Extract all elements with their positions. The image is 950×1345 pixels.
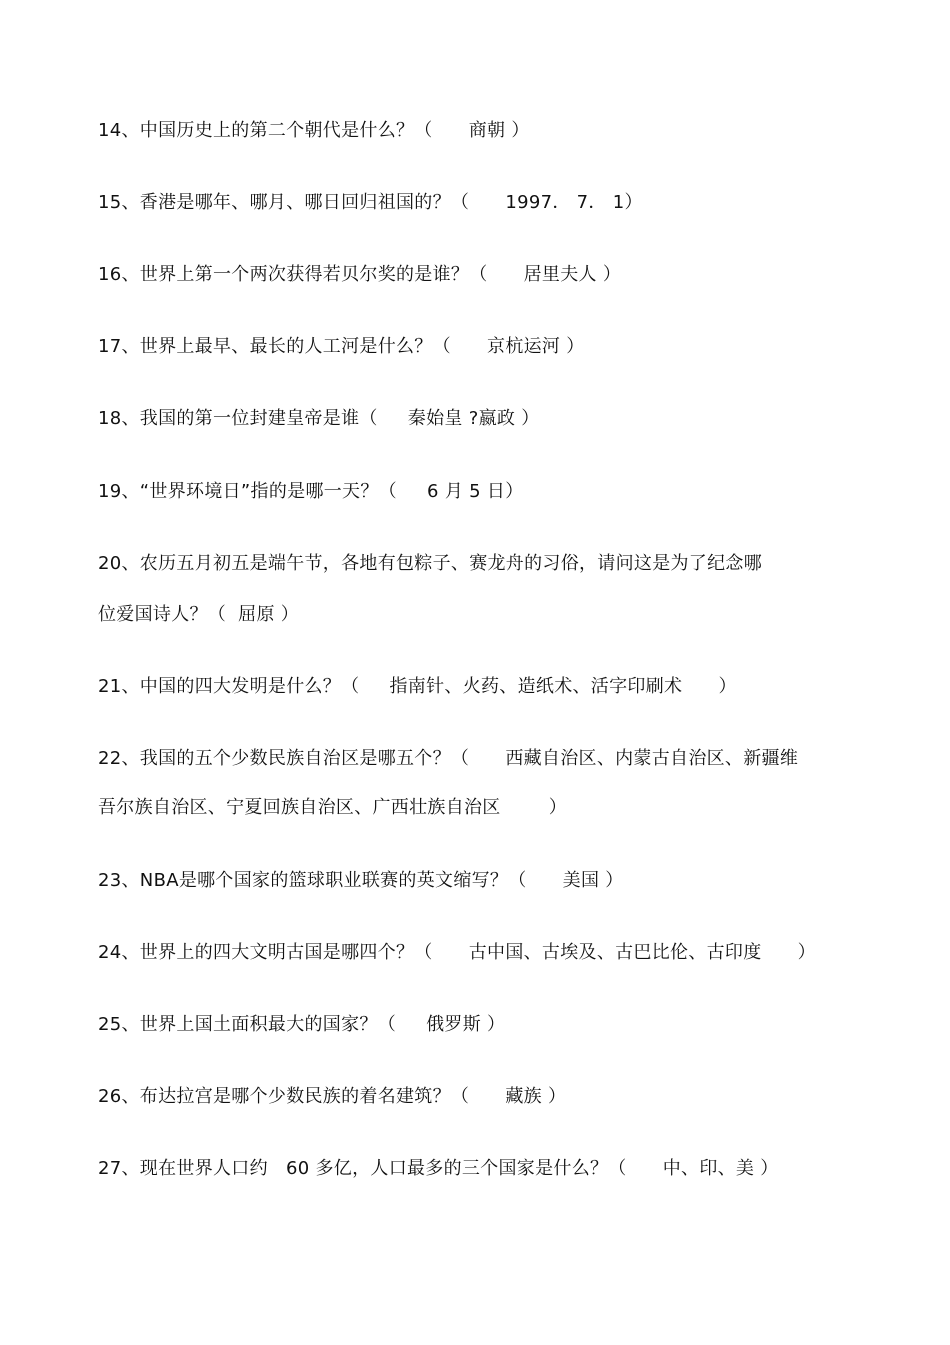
question-18: 18、我国的第一位封建皇帝是谁（ 秦始皇 ?嬴政 ） bbox=[98, 408, 540, 429]
question-25: 25、世界上国土面积最大的国家？（ 俄罗斯 ） bbox=[98, 1014, 506, 1035]
question-24: 24、世界上的四大文明古国是哪四个？（ 古中国、古埃及、古巴比伦、古印度 ） bbox=[98, 942, 816, 963]
question-19: 19、“世界环境日”指的是哪一天？（ 6 月 5 日） bbox=[98, 481, 524, 502]
question-26: 26、布达拉宫是哪个少数民族的着名建筑？（ 藏族 ） bbox=[98, 1086, 567, 1107]
question-21: 21、中国的四大发明是什么？（ 指南针、火药、造纸术、活字印刷术 ） bbox=[98, 676, 737, 697]
question-20-line-1: 20、农历五月初五是端午节，各地有包粽子、赛龙舟的习俗，请问这是为了纪念哪 bbox=[98, 553, 763, 574]
question-14: 14、中国历史上的第二个朝代是什么？（ 商朝 ） bbox=[98, 120, 530, 141]
question-27: 27、现在世界人口约 60 多亿，人口最多的三个国家是什么？（ 中、印、美 ） bbox=[98, 1158, 779, 1179]
question-16: 16、世界上第一个两次获得若贝尔奖的是谁？（ 居里夫人 ） bbox=[98, 264, 622, 285]
question-15: 15、香港是哪年、哪月、哪日回归祖国的？（ 1997． 7． 1） bbox=[98, 192, 643, 213]
question-20-line-2: 位爱国诗人？（ 屈原 ） bbox=[98, 604, 300, 625]
question-23: 23、NBA是哪个国家的篮球职业联赛的英文缩写？（ 美国 ） bbox=[98, 870, 624, 891]
question-22-line-2: 吾尔族自治区、宁夏回族自治区、广西壮族自治区 ） bbox=[98, 797, 568, 818]
question-22-line-1: 22、我国的五个少数民族自治区是哪五个？（ 西藏自治区、内蒙古自治区、新疆维 bbox=[98, 748, 799, 769]
question-17: 17、世界上最早、最长的人工河是什么？（ 京杭运河 ） bbox=[98, 336, 585, 357]
